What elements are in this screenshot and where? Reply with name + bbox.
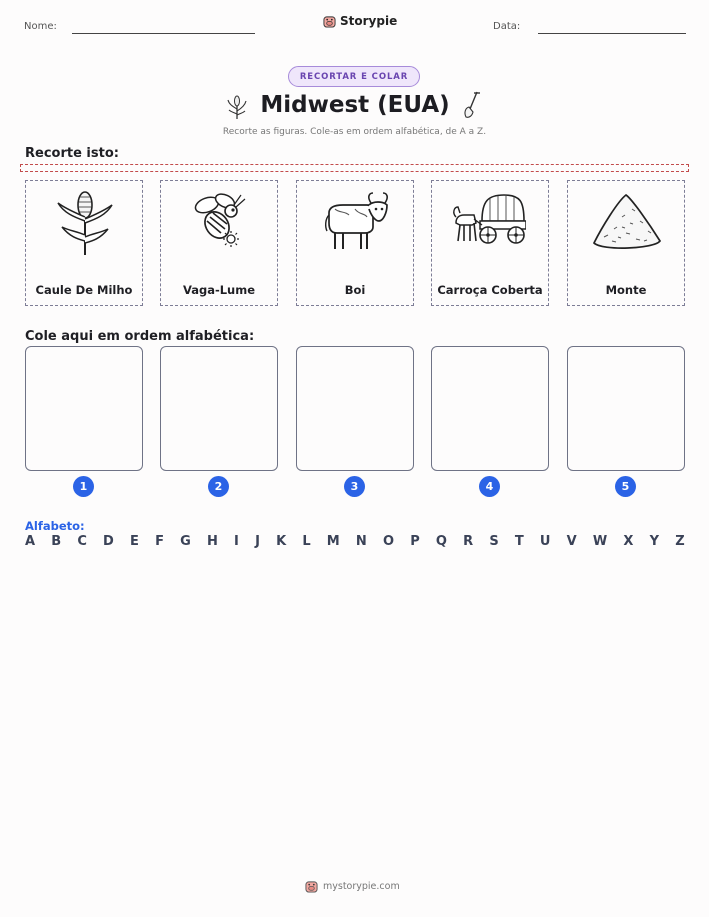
date-line[interactable] [538, 33, 686, 34]
alphabet-letter: T [514, 534, 524, 549]
cut-card-ox[interactable] [296, 180, 414, 306]
alphabet-letter: G [180, 534, 191, 549]
slot-number-4: 4 [479, 476, 500, 497]
name-line[interactable] [72, 33, 255, 34]
alphabet-letter: A [25, 534, 36, 549]
alphabet-letter: W [592, 534, 608, 549]
alphabet-letter: F [155, 534, 164, 549]
pig-mascot-icon [323, 15, 336, 28]
corn-small-icon [226, 92, 248, 120]
card-label: Caule De Milho [35, 283, 133, 297]
instructions: Recorte as figuras. Cole-as em ordem alfabética, de A a Z. [222, 127, 487, 137]
footer-url: mystorypie.com [323, 881, 400, 892]
alphabet-letter: O [382, 534, 395, 549]
alphabet-letter: K [276, 534, 287, 549]
alphabet-letter: R [463, 534, 474, 549]
cut-card-covered-wagon[interactable] [431, 180, 549, 306]
cut-card-corn-stalk[interactable] [25, 180, 143, 306]
cut-heading: Recorte isto: [25, 146, 119, 161]
brand-logo [323, 14, 397, 28]
alphabet-letter: Q [435, 534, 447, 549]
card-label: Vaga-Lume [182, 283, 256, 297]
activity-badge: RECORTAR E COLAR [288, 66, 420, 87]
alphabet-letter: X [623, 534, 634, 549]
alphabet-letter: H [206, 534, 218, 549]
covered-wagon-icon [452, 187, 526, 257]
brand-name: Storypie [340, 14, 398, 28]
card-label: Monte [605, 283, 647, 297]
cut-line[interactable] [20, 164, 689, 172]
paste-slot-2[interactable] [160, 346, 278, 471]
alphabet-letter: E [130, 534, 139, 549]
alphabet-letter: I [234, 534, 239, 549]
shovel-icon [461, 90, 483, 120]
alphabet-letter: L [302, 534, 311, 549]
corn-stalk-icon [50, 187, 120, 257]
alphabet-row [25, 534, 685, 549]
alphabet-letter: M [326, 534, 340, 549]
alphabet-letter: Z [675, 534, 685, 549]
paste-slot-5[interactable] [567, 346, 685, 471]
alphabet-letter: C [77, 534, 87, 549]
alphabet-letter: D [103, 534, 114, 549]
paste-slot-1[interactable] [25, 346, 143, 471]
card-label: Boi [344, 283, 366, 297]
alphabet-letter: V [566, 534, 577, 549]
slot-number-5: 5 [615, 476, 636, 497]
cut-card-firefly[interactable] [160, 180, 278, 306]
paste-heading: Cole aqui em ordem alfabética: [25, 329, 255, 344]
slot-number-2: 2 [208, 476, 229, 497]
paste-slot-3[interactable] [296, 346, 414, 471]
alphabet-letter: N [355, 534, 367, 549]
paste-slot-4[interactable] [431, 346, 549, 471]
page-title: Midwest (EUA) [260, 92, 450, 118]
pig-mascot-icon [305, 880, 318, 893]
alphabet-letter: Y [649, 534, 660, 549]
alphabet-letter: S [489, 534, 499, 549]
alphabet-label: Alfabeto: [25, 519, 85, 533]
name-label: Nome: [24, 21, 57, 32]
slot-number-1: 1 [73, 476, 94, 497]
alphabet-letter: U [539, 534, 551, 549]
date-label: Data: [493, 21, 521, 32]
alphabet-letter: P [410, 534, 420, 549]
alphabet-letter: J [255, 534, 260, 549]
mound-icon [592, 187, 662, 257]
ox-icon [321, 187, 391, 257]
slot-number-3: 3 [344, 476, 365, 497]
card-label: Carroça Coberta [437, 283, 543, 297]
firefly-icon [185, 187, 255, 257]
footer [305, 880, 400, 893]
alphabet-letter: B [51, 534, 62, 549]
cut-card-mound[interactable] [567, 180, 685, 306]
